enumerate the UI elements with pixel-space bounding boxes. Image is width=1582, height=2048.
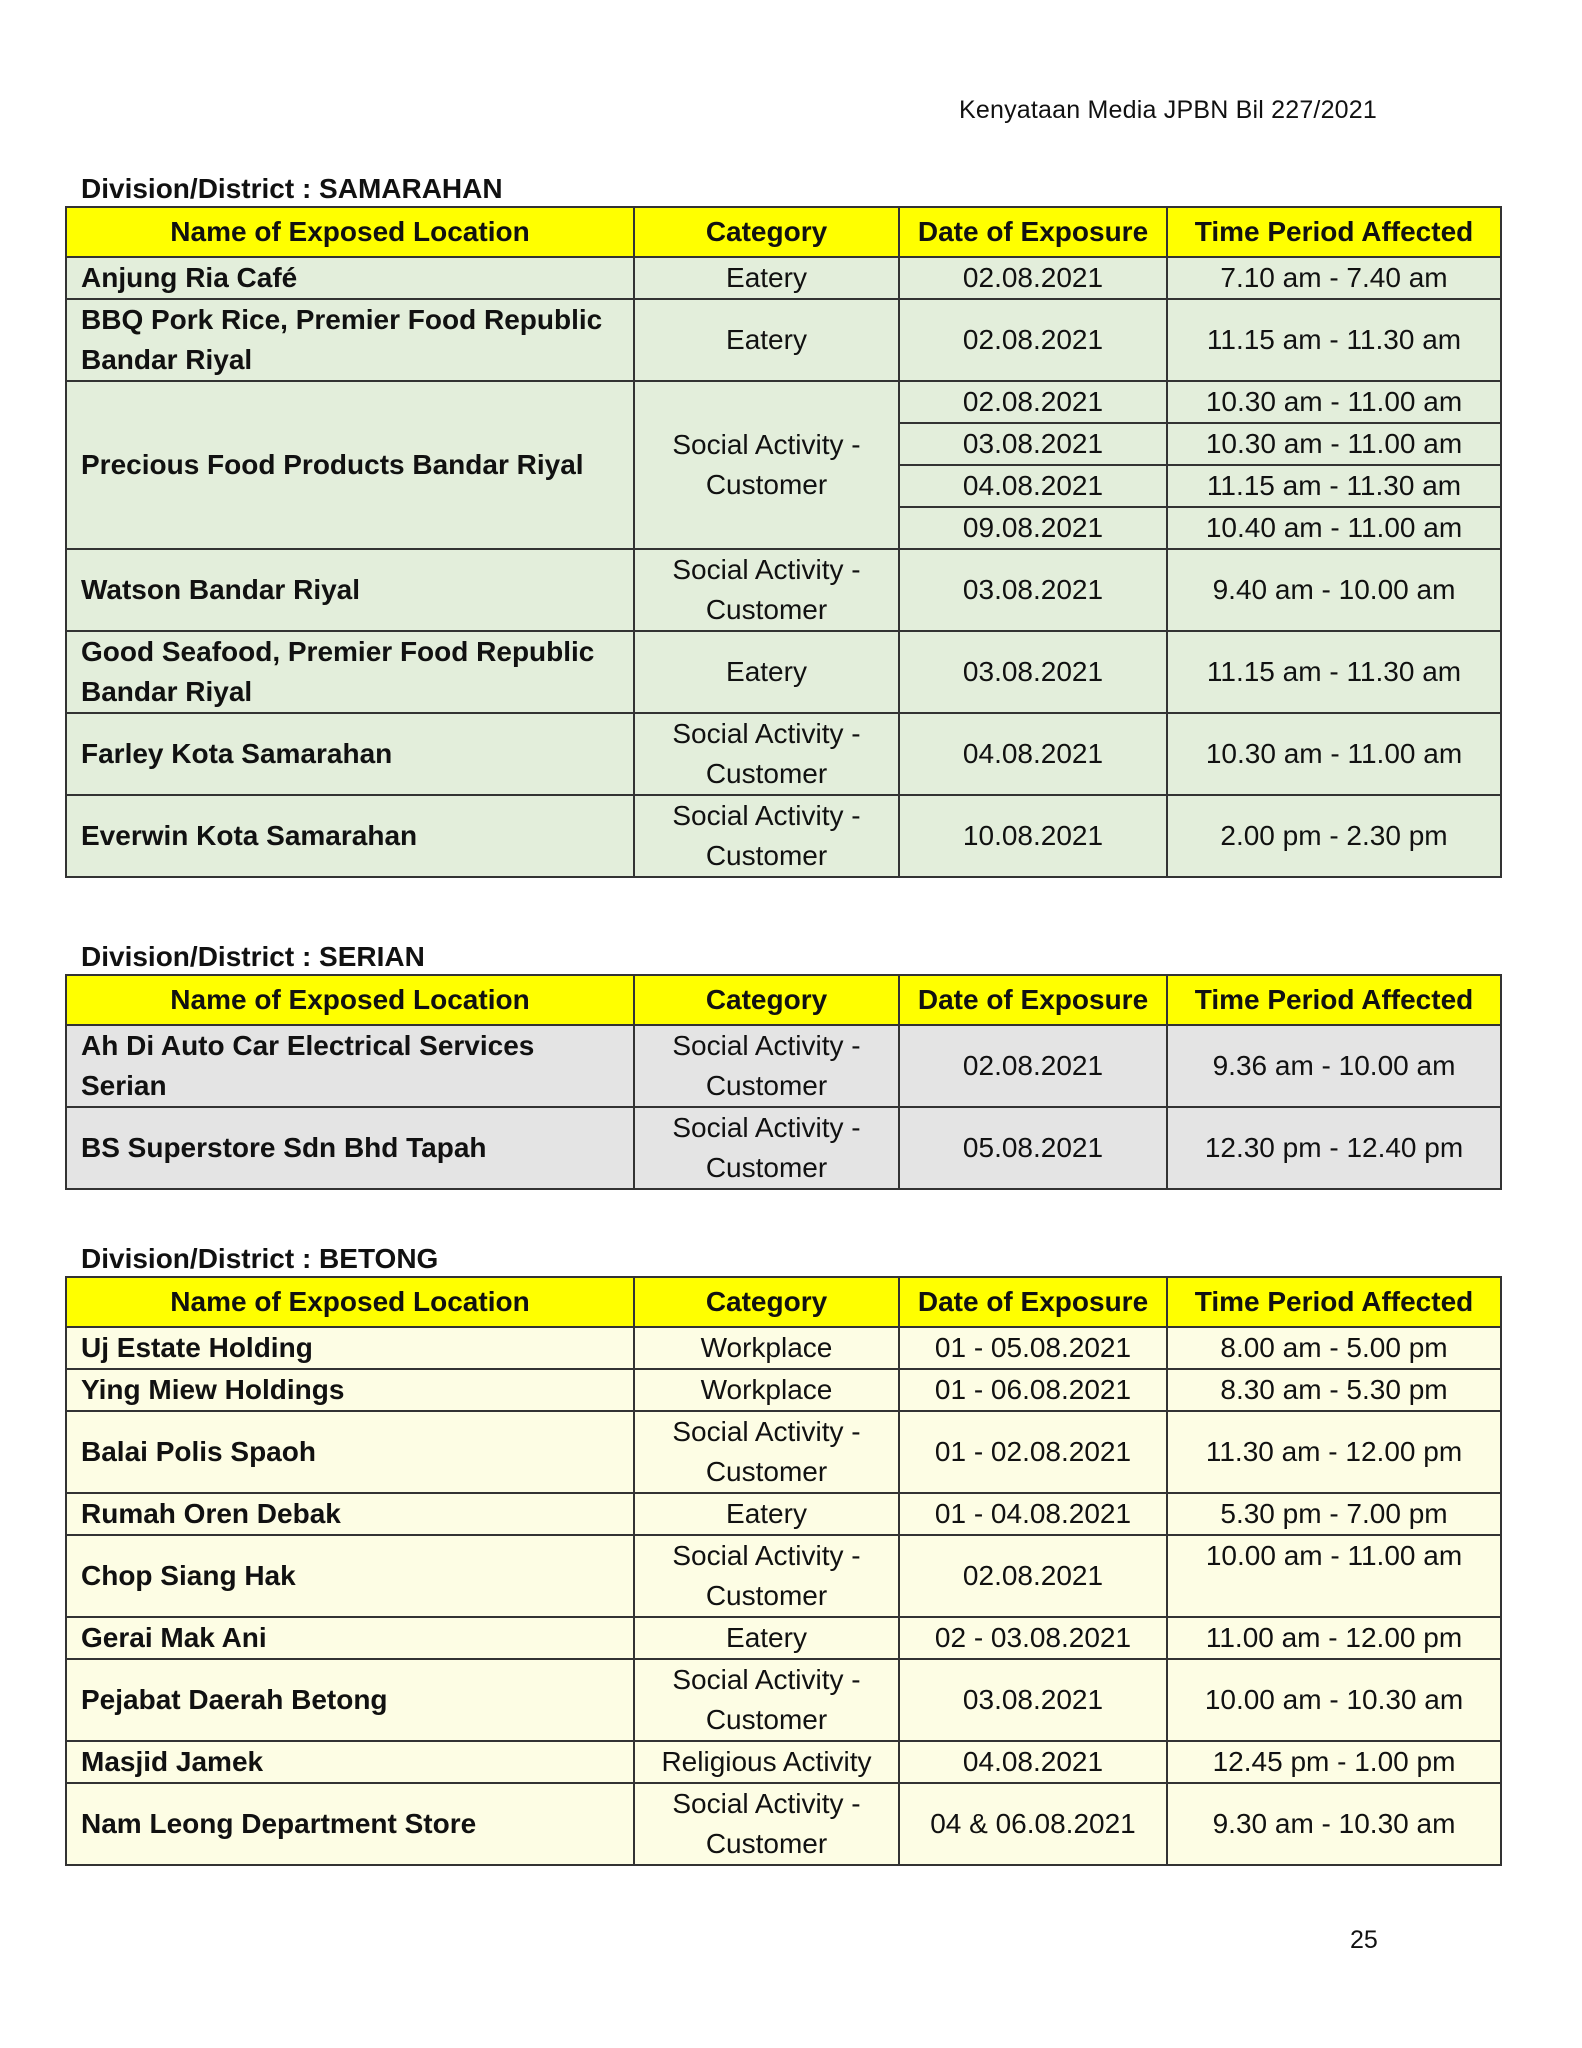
date-cell: 01 - 05.08.2021 bbox=[899, 1327, 1167, 1369]
category-cell: Eatery bbox=[634, 1617, 899, 1659]
date-cell: 01 - 02.08.2021 bbox=[899, 1411, 1167, 1493]
column-header-category: Category bbox=[634, 1277, 899, 1327]
column-header-location: Name of Exposed Location bbox=[66, 207, 634, 257]
section-title: Division/District : SERIAN bbox=[81, 941, 425, 972]
table-header-row bbox=[66, 975, 1501, 1025]
date-cell: 02.08.2021 bbox=[899, 299, 1167, 381]
location-cell: Farley Kota Samarahan bbox=[66, 713, 634, 795]
section-title: Division/District : SAMARAHAN bbox=[81, 173, 503, 204]
table-header-row bbox=[66, 207, 1501, 257]
location-cell: Ah Di Auto Car Electrical Services Serian bbox=[66, 1025, 634, 1107]
location-cell: Precious Food Products Bandar Riyal bbox=[66, 381, 634, 549]
category-cell: Workplace bbox=[634, 1369, 899, 1411]
table-row bbox=[66, 631, 1501, 713]
time-cell: 11.30 am - 12.00 pm bbox=[1167, 1411, 1501, 1493]
table-row bbox=[66, 1535, 1501, 1617]
time-cell: 12.45 pm - 1.00 pm bbox=[1167, 1741, 1501, 1783]
category-cell: Religious Activity bbox=[634, 1741, 899, 1783]
time-cell: 10.40 am - 11.00 am bbox=[1167, 507, 1501, 549]
date-cell: 09.08.2021 bbox=[899, 507, 1167, 549]
category-cell: Social Activity - Customer bbox=[634, 549, 899, 631]
table-row bbox=[66, 549, 1501, 631]
location-cell: BS Superstore Sdn Bhd Tapah bbox=[66, 1107, 634, 1189]
category-cell: Social Activity - Customer bbox=[634, 1659, 899, 1741]
category-cell: Social Activity - Customer bbox=[634, 713, 899, 795]
table-row bbox=[66, 713, 1501, 795]
time-cell: 10.30 am - 11.00 am bbox=[1167, 713, 1501, 795]
category-cell: Eatery bbox=[634, 299, 899, 381]
time-cell: 8.30 am - 5.30 pm bbox=[1167, 1369, 1501, 1411]
table-row bbox=[66, 381, 1501, 423]
column-header-location: Name of Exposed Location bbox=[66, 1277, 634, 1327]
location-cell: Uj Estate Holding bbox=[66, 1327, 634, 1369]
time-cell: 8.00 am - 5.00 pm bbox=[1167, 1327, 1501, 1369]
column-header-category: Category bbox=[634, 975, 899, 1025]
date-cell: 04.08.2021 bbox=[899, 465, 1167, 507]
time-cell: 9.36 am - 10.00 am bbox=[1167, 1025, 1501, 1107]
time-cell: 10.00 am - 11.00 am bbox=[1167, 1535, 1501, 1617]
table-header-row bbox=[66, 1277, 1501, 1327]
date-cell: 04 & 06.08.2021 bbox=[899, 1783, 1167, 1865]
date-cell: 02.08.2021 bbox=[899, 381, 1167, 423]
location-cell: Chop Siang Hak bbox=[66, 1535, 634, 1617]
category-cell: Social Activity - Customer bbox=[634, 1107, 899, 1189]
time-cell: 5.30 pm - 7.00 pm bbox=[1167, 1493, 1501, 1535]
column-header-location: Name of Exposed Location bbox=[66, 975, 634, 1025]
date-cell: 02.08.2021 bbox=[899, 1535, 1167, 1617]
category-cell: Social Activity - Customer bbox=[634, 1025, 899, 1107]
time-cell: 11.15 am - 11.30 am bbox=[1167, 299, 1501, 381]
table-row bbox=[66, 1493, 1501, 1535]
column-header-date: Date of Exposure bbox=[899, 207, 1167, 257]
table-row bbox=[66, 257, 1501, 299]
location-cell: Good Seafood, Premier Food Republic Bandar Riyal bbox=[66, 631, 634, 713]
column-header-time: Time Period Affected bbox=[1167, 975, 1501, 1025]
column-header-date: Date of Exposure bbox=[899, 975, 1167, 1025]
location-cell: Masjid Jamek bbox=[66, 1741, 634, 1783]
date-cell: 10.08.2021 bbox=[899, 795, 1167, 877]
time-cell: 9.40 am - 10.00 am bbox=[1167, 549, 1501, 631]
time-cell: 10.30 am - 11.00 am bbox=[1167, 381, 1501, 423]
column-header-date: Date of Exposure bbox=[899, 1277, 1167, 1327]
date-cell: 02.08.2021 bbox=[899, 257, 1167, 299]
location-cell: Watson Bandar Riyal bbox=[66, 549, 634, 631]
location-cell: Anjung Ria Café bbox=[66, 257, 634, 299]
time-cell: 10.00 am - 10.30 am bbox=[1167, 1659, 1501, 1741]
date-cell: 01 - 06.08.2021 bbox=[899, 1369, 1167, 1411]
date-cell: 03.08.2021 bbox=[899, 1659, 1167, 1741]
date-cell: 03.08.2021 bbox=[899, 423, 1167, 465]
exposure-table bbox=[65, 206, 1502, 878]
table-row bbox=[66, 1107, 1501, 1189]
date-cell: 02 - 03.08.2021 bbox=[899, 1617, 1167, 1659]
document-reference: Kenyataan Media JPBN Bil 227/2021 bbox=[959, 96, 1377, 124]
location-cell: Nam Leong Department Store bbox=[66, 1783, 634, 1865]
location-cell: Gerai Mak Ani bbox=[66, 1617, 634, 1659]
table-row bbox=[66, 1783, 1501, 1865]
date-cell: 04.08.2021 bbox=[899, 1741, 1167, 1783]
section-betong bbox=[65, 1242, 1500, 1866]
section-title: Division/District : BETONG bbox=[81, 1243, 439, 1274]
time-cell: 10.30 am - 11.00 am bbox=[1167, 423, 1501, 465]
location-cell: Everwin Kota Samarahan bbox=[66, 795, 634, 877]
exposure-table bbox=[65, 974, 1502, 1190]
category-cell: Social Activity - Customer bbox=[634, 1535, 899, 1617]
page-number: 25 bbox=[1350, 1926, 1378, 1954]
column-header-time: Time Period Affected bbox=[1167, 1277, 1501, 1327]
column-header-time: Time Period Affected bbox=[1167, 207, 1501, 257]
table-row bbox=[66, 795, 1501, 877]
date-cell: 01 - 04.08.2021 bbox=[899, 1493, 1167, 1535]
location-cell: BBQ Pork Rice, Premier Food Republic Bandar Riyal bbox=[66, 299, 634, 381]
category-cell: Social Activity - Customer bbox=[634, 1411, 899, 1493]
time-cell: 11.00 am - 12.00 pm bbox=[1167, 1617, 1501, 1659]
category-cell: Social Activity - Customer bbox=[634, 1783, 899, 1865]
category-cell: Eatery bbox=[634, 1493, 899, 1535]
date-cell: 03.08.2021 bbox=[899, 631, 1167, 713]
table-row bbox=[66, 1741, 1501, 1783]
column-header-category: Category bbox=[634, 207, 899, 257]
exposure-table bbox=[65, 1276, 1502, 1866]
time-cell: 11.15 am - 11.30 am bbox=[1167, 465, 1501, 507]
category-cell: Eatery bbox=[634, 631, 899, 713]
date-cell: 04.08.2021 bbox=[899, 713, 1167, 795]
table-row bbox=[66, 1411, 1501, 1493]
category-cell: Social Activity - Customer bbox=[634, 381, 899, 549]
time-cell: 9.30 am - 10.30 am bbox=[1167, 1783, 1501, 1865]
table-row bbox=[66, 1369, 1501, 1411]
category-cell: Workplace bbox=[634, 1327, 899, 1369]
table-row bbox=[66, 1025, 1501, 1107]
time-cell: 12.30 pm - 12.40 pm bbox=[1167, 1107, 1501, 1189]
category-cell: Eatery bbox=[634, 257, 899, 299]
table-row bbox=[66, 299, 1501, 381]
time-cell: 11.15 am - 11.30 am bbox=[1167, 631, 1501, 713]
table-row bbox=[66, 1327, 1501, 1369]
date-cell: 03.08.2021 bbox=[899, 549, 1167, 631]
location-cell: Ying Miew Holdings bbox=[66, 1369, 634, 1411]
section-serian bbox=[65, 940, 1500, 1190]
location-cell: Rumah Oren Debak bbox=[66, 1493, 634, 1535]
date-cell: 02.08.2021 bbox=[899, 1025, 1167, 1107]
location-cell: Pejabat Daerah Betong bbox=[66, 1659, 634, 1741]
section-samarahan bbox=[65, 172, 1500, 878]
date-cell: 05.08.2021 bbox=[899, 1107, 1167, 1189]
category-cell: Social Activity - Customer bbox=[634, 795, 899, 877]
time-cell: 2.00 pm - 2.30 pm bbox=[1167, 795, 1501, 877]
location-cell: Balai Polis Spaoh bbox=[66, 1411, 634, 1493]
time-cell: 7.10 am - 7.40 am bbox=[1167, 257, 1501, 299]
table-row bbox=[66, 1659, 1501, 1741]
table-row bbox=[66, 1617, 1501, 1659]
